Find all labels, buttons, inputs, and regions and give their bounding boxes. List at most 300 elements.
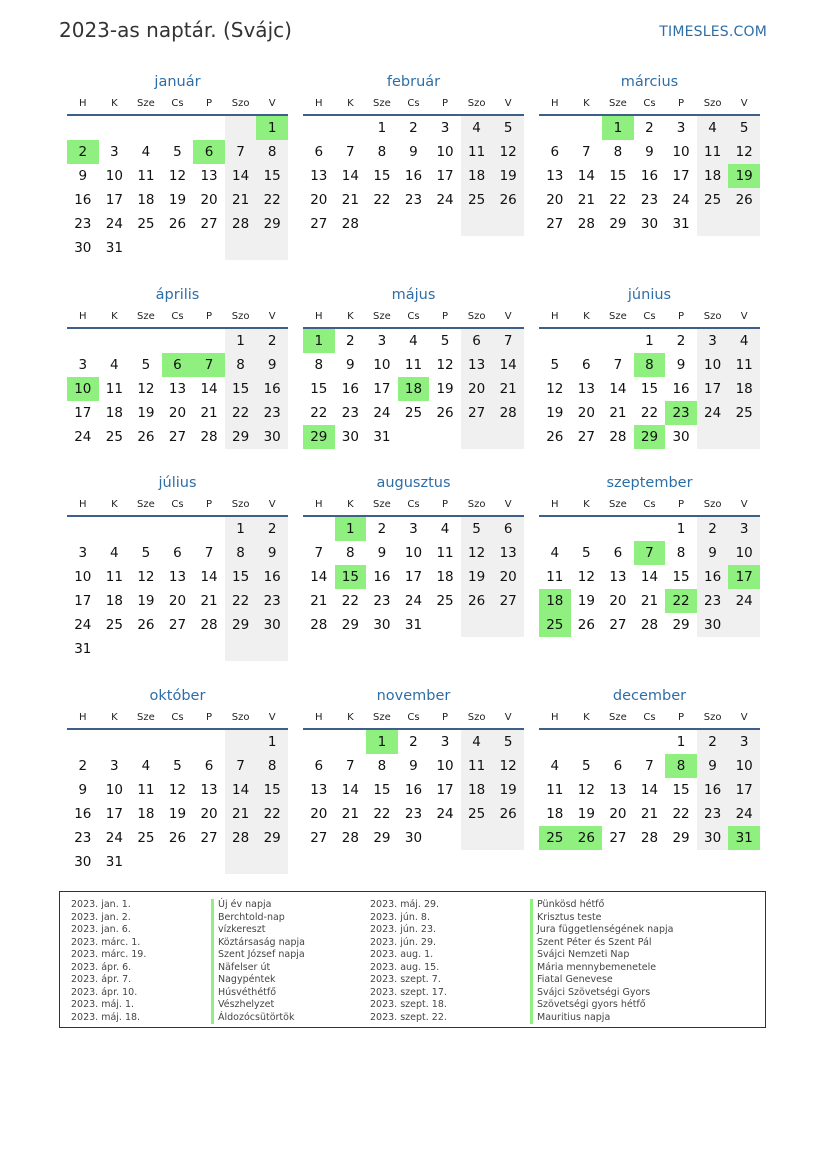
day-cell: 29 bbox=[303, 425, 335, 449]
day-cell: 10 bbox=[436, 758, 454, 774]
week-row bbox=[303, 353, 524, 377]
day-cell: 29 bbox=[256, 826, 288, 850]
day-cell: 23 bbox=[404, 192, 423, 208]
week-row bbox=[303, 517, 524, 541]
day-cell: 8 bbox=[346, 545, 355, 561]
empty-cell bbox=[303, 517, 335, 541]
week-row bbox=[303, 188, 524, 212]
week-row bbox=[539, 353, 760, 377]
day-cell: 12 bbox=[168, 782, 187, 798]
day-cell: 1 bbox=[602, 116, 634, 140]
day-cell: 14 bbox=[225, 778, 257, 802]
day-cell: 30 bbox=[256, 613, 288, 637]
day-cell: 21 bbox=[640, 593, 659, 609]
week-row bbox=[67, 802, 288, 826]
weekday-label: V bbox=[504, 98, 512, 109]
day-cell: 26 bbox=[492, 802, 524, 826]
weekday-label: Cs bbox=[643, 712, 656, 723]
day-cell: 3 bbox=[78, 357, 88, 373]
month-name: augusztus bbox=[376, 475, 451, 491]
day-cell: 9 bbox=[256, 353, 288, 377]
weekday-label: Sze bbox=[373, 311, 391, 322]
day-cell: 19 bbox=[492, 164, 524, 188]
empty-cell bbox=[303, 730, 335, 754]
day-cell: 17 bbox=[697, 377, 729, 401]
month-name: március bbox=[620, 74, 679, 90]
weekday-label: Szo bbox=[703, 98, 722, 109]
day-cell: 17 bbox=[74, 405, 92, 421]
day-cell: 7 bbox=[225, 754, 257, 778]
month-name: május bbox=[391, 287, 436, 303]
day-cell: 28 bbox=[609, 429, 627, 445]
day-cell: 22 bbox=[609, 192, 627, 208]
day-cell: 25 bbox=[539, 826, 571, 850]
day-cell: 5 bbox=[728, 116, 760, 140]
month-name: október bbox=[149, 688, 206, 704]
weekday-label: V bbox=[268, 499, 276, 510]
day-cell: 17 bbox=[105, 192, 123, 208]
week-row bbox=[539, 188, 760, 212]
weekday-label: K bbox=[583, 499, 590, 510]
empty-cell bbox=[193, 850, 225, 874]
day-cell: 7 bbox=[492, 329, 524, 353]
day-cell: 12 bbox=[137, 569, 155, 585]
week-row bbox=[67, 589, 288, 613]
weekday-label: Cs bbox=[407, 712, 420, 723]
week-row bbox=[67, 850, 288, 874]
weekday-label: P bbox=[678, 499, 685, 510]
day-cell: 2 bbox=[377, 521, 387, 537]
day-cell: 25 bbox=[137, 216, 155, 232]
day-cell: 28 bbox=[225, 212, 257, 236]
day-cell: 15 bbox=[256, 778, 288, 802]
day-cell: 13 bbox=[461, 353, 493, 377]
weekday-label: P bbox=[206, 311, 213, 322]
empty-cell bbox=[398, 425, 430, 449]
week-row bbox=[303, 826, 524, 850]
day-cell: 27 bbox=[168, 617, 187, 633]
weekday-label: Szo bbox=[231, 98, 250, 109]
empty-cell bbox=[492, 425, 524, 449]
empty-cell bbox=[162, 730, 194, 754]
day-cell: 30 bbox=[672, 429, 690, 445]
holiday-name: Húsvéthétfő bbox=[211, 987, 305, 1000]
weekday-label: Szo bbox=[467, 712, 486, 723]
day-cell: 27 bbox=[546, 216, 564, 232]
day-cell: 18 bbox=[461, 778, 493, 802]
day-cell: 25 bbox=[539, 613, 571, 637]
week-row bbox=[67, 236, 288, 260]
week-row bbox=[67, 116, 288, 140]
day-cell: 19 bbox=[546, 405, 564, 421]
empty-cell bbox=[366, 212, 398, 236]
weekday-label: K bbox=[111, 311, 118, 322]
week-row bbox=[67, 754, 288, 778]
day-cell: 11 bbox=[105, 381, 123, 397]
empty-cell bbox=[193, 637, 225, 661]
week-row bbox=[303, 116, 524, 140]
day-cell: 11 bbox=[546, 569, 564, 585]
day-cell: 6 bbox=[582, 357, 591, 373]
day-cell: 28 bbox=[492, 401, 524, 425]
weekday-label: Cs bbox=[407, 311, 420, 322]
holiday-date: 2023. ápr. 6. bbox=[71, 961, 132, 973]
day-cell: 27 bbox=[200, 830, 218, 846]
day-cell: 8 bbox=[613, 144, 623, 160]
week-row bbox=[539, 565, 760, 589]
day-cell: 6 bbox=[162, 353, 194, 377]
weekday-label: H bbox=[79, 499, 87, 510]
weekday-label: Sze bbox=[609, 311, 627, 322]
month-1 bbox=[67, 70, 288, 260]
empty-cell bbox=[429, 826, 461, 850]
day-cell: 3 bbox=[377, 333, 387, 349]
day-cell: 7 bbox=[645, 758, 654, 774]
day-cell: 9 bbox=[697, 541, 729, 565]
day-cell: 14 bbox=[310, 569, 328, 585]
empty-cell bbox=[67, 116, 99, 140]
day-cell: 6 bbox=[492, 517, 524, 541]
day-cell: 29 bbox=[634, 425, 666, 449]
day-cell: 3 bbox=[110, 144, 119, 160]
day-cell: 10 bbox=[404, 545, 423, 561]
week-row bbox=[303, 778, 524, 802]
week-row bbox=[539, 116, 760, 140]
day-cell: 26 bbox=[571, 826, 603, 850]
day-cell: 17 bbox=[436, 168, 454, 184]
day-cell: 11 bbox=[436, 545, 454, 561]
day-cell: 15 bbox=[310, 381, 328, 397]
legend-names-right bbox=[530, 899, 673, 1024]
day-cell: 1 bbox=[676, 734, 686, 750]
day-cell: 8 bbox=[256, 754, 288, 778]
day-cell: 27 bbox=[577, 429, 595, 445]
weekday-label: P bbox=[678, 311, 685, 322]
day-cell: 1 bbox=[303, 329, 335, 353]
day-cell: 14 bbox=[577, 168, 595, 184]
empty-cell bbox=[335, 730, 367, 754]
day-cell: 9 bbox=[256, 541, 288, 565]
weekday-label: Sze bbox=[373, 98, 391, 109]
day-cell: 18 bbox=[436, 569, 454, 585]
day-cell: 12 bbox=[137, 381, 155, 397]
day-cell: 26 bbox=[137, 429, 155, 445]
empty-cell bbox=[728, 425, 760, 449]
day-cell: 26 bbox=[577, 617, 595, 633]
day-cell: 1 bbox=[676, 521, 686, 537]
weekday-label: H bbox=[79, 311, 87, 322]
day-cell: 20 bbox=[609, 806, 627, 822]
day-cell: 29 bbox=[609, 216, 627, 232]
day-cell: 19 bbox=[137, 405, 155, 421]
weekday-label: V bbox=[268, 98, 276, 109]
empty-cell bbox=[130, 236, 162, 260]
week-row bbox=[539, 826, 760, 850]
day-cell: 26 bbox=[728, 188, 760, 212]
day-cell: 23 bbox=[373, 593, 391, 609]
weekday-header bbox=[303, 94, 524, 116]
holiday-date: 2023. jún. 29. bbox=[370, 936, 437, 948]
day-cell: 16 bbox=[697, 565, 729, 589]
day-cell: 22 bbox=[310, 405, 328, 421]
day-cell: 13 bbox=[609, 782, 627, 798]
day-cell: 30 bbox=[74, 854, 92, 870]
day-cell: 15 bbox=[672, 569, 690, 585]
month-name: július bbox=[158, 475, 197, 491]
week-row bbox=[539, 730, 760, 754]
site-link[interactable]: TIMESLES.COM bbox=[659, 24, 767, 40]
day-cell: 30 bbox=[697, 613, 729, 637]
month-name: november bbox=[376, 688, 451, 704]
holiday-name: Mauritius napja bbox=[530, 1012, 673, 1025]
weekday-header bbox=[539, 495, 760, 517]
day-cell: 10 bbox=[67, 377, 99, 401]
week-row bbox=[67, 637, 288, 661]
week-row bbox=[539, 613, 760, 637]
empty-cell bbox=[162, 517, 194, 541]
day-cell: 21 bbox=[200, 405, 218, 421]
day-cell: 31 bbox=[74, 641, 92, 657]
day-cell: 19 bbox=[137, 593, 155, 609]
holiday-date: 2023. szept. 18. bbox=[370, 999, 447, 1010]
day-cell: 4 bbox=[550, 545, 560, 561]
week-row bbox=[303, 140, 524, 164]
day-cell: 16 bbox=[341, 381, 359, 397]
day-cell: 5 bbox=[582, 545, 591, 561]
empty-cell bbox=[728, 613, 760, 637]
day-cell: 24 bbox=[74, 617, 92, 633]
weekday-header bbox=[303, 307, 524, 329]
day-cell: 22 bbox=[341, 593, 359, 609]
day-cell: 25 bbox=[137, 830, 155, 846]
day-cell: 28 bbox=[640, 617, 659, 633]
day-cell: 10 bbox=[728, 541, 760, 565]
empty-cell bbox=[225, 116, 257, 140]
day-cell: 16 bbox=[404, 168, 423, 184]
week-row bbox=[303, 212, 524, 236]
weekday-label: V bbox=[504, 712, 512, 723]
empty-cell bbox=[99, 517, 131, 541]
day-cell: 22 bbox=[225, 401, 257, 425]
weekday-label: Sze bbox=[609, 98, 627, 109]
month-11 bbox=[303, 684, 524, 850]
day-cell: 16 bbox=[697, 778, 729, 802]
day-cell: 12 bbox=[577, 569, 595, 585]
weekday-label: Sze bbox=[373, 499, 391, 510]
holiday-name: Fiatal Genevese bbox=[530, 974, 673, 987]
page-title: 2023-as naptár. (Svájc) bbox=[59, 18, 292, 42]
day-cell: 20 bbox=[168, 405, 187, 421]
day-cell: 9 bbox=[676, 357, 686, 373]
month-3 bbox=[539, 70, 760, 236]
day-cell: 20 bbox=[609, 593, 627, 609]
holiday-date: 2023. jan. 1. bbox=[71, 899, 131, 910]
day-cell: 22 bbox=[256, 188, 288, 212]
day-cell: 18 bbox=[697, 164, 729, 188]
day-cell: 21 bbox=[577, 192, 595, 208]
legend-names-left bbox=[211, 899, 305, 1024]
day-cell: 6 bbox=[204, 758, 214, 774]
day-cell: 5 bbox=[440, 333, 450, 349]
weekday-label: Sze bbox=[137, 712, 155, 723]
day-cell: 14 bbox=[492, 353, 524, 377]
day-cell: 26 bbox=[436, 405, 454, 421]
day-cell: 11 bbox=[461, 754, 493, 778]
month-name: december bbox=[612, 688, 687, 704]
day-cell: 7 bbox=[346, 144, 355, 160]
day-cell: 1 bbox=[225, 517, 257, 541]
day-cell: 11 bbox=[697, 140, 729, 164]
day-cell: 8 bbox=[225, 353, 257, 377]
weekday-label: V bbox=[268, 311, 276, 322]
week-row bbox=[303, 730, 524, 754]
day-cell: 10 bbox=[74, 569, 92, 585]
day-cell: 20 bbox=[492, 565, 524, 589]
day-cell: 4 bbox=[409, 333, 418, 349]
day-cell: 22 bbox=[256, 802, 288, 826]
empty-cell bbox=[162, 116, 194, 140]
day-cell: 21 bbox=[225, 188, 257, 212]
day-cell: 27 bbox=[200, 216, 218, 232]
day-cell: 1 bbox=[335, 517, 367, 541]
day-cell: 10 bbox=[373, 357, 391, 373]
day-cell: 29 bbox=[672, 830, 690, 846]
day-cell: 28 bbox=[341, 216, 359, 232]
weekday-header bbox=[303, 708, 524, 730]
day-cell: 15 bbox=[373, 168, 391, 184]
day-cell: 14 bbox=[341, 168, 359, 184]
day-cell: 25 bbox=[404, 405, 423, 421]
day-cell: 24 bbox=[728, 589, 760, 613]
weekday-header bbox=[303, 495, 524, 517]
day-cell: 18 bbox=[546, 806, 564, 822]
day-cell: 6 bbox=[193, 140, 225, 164]
day-cell: 1 bbox=[377, 120, 387, 136]
month-name: szeptember bbox=[606, 475, 693, 491]
week-row bbox=[67, 778, 288, 802]
day-cell: 21 bbox=[341, 806, 359, 822]
day-cell: 12 bbox=[728, 140, 760, 164]
holiday-date: 2023. máj. 29. bbox=[370, 899, 440, 910]
empty-cell bbox=[225, 236, 257, 260]
day-cell: 12 bbox=[168, 168, 187, 184]
day-cell: 4 bbox=[461, 116, 493, 140]
day-cell: 18 bbox=[728, 377, 760, 401]
day-cell: 2 bbox=[256, 329, 288, 353]
weekday-header bbox=[539, 94, 760, 116]
day-cell: 26 bbox=[461, 589, 493, 613]
day-cell: 22 bbox=[225, 589, 257, 613]
day-cell: 24 bbox=[74, 429, 92, 445]
month-name: június bbox=[627, 287, 672, 303]
holiday-date: 2023. jan. 6. bbox=[71, 924, 131, 935]
day-cell: 29 bbox=[341, 617, 359, 633]
day-cell: 4 bbox=[110, 357, 119, 373]
empty-cell bbox=[99, 116, 131, 140]
day-cell: 18 bbox=[398, 377, 430, 401]
day-cell: 18 bbox=[539, 589, 571, 613]
weekday-label: H bbox=[315, 712, 323, 723]
day-cell: 31 bbox=[672, 216, 690, 232]
day-cell: 15 bbox=[225, 565, 257, 589]
day-cell: 27 bbox=[168, 429, 187, 445]
day-cell: 19 bbox=[461, 565, 493, 589]
week-row bbox=[67, 164, 288, 188]
day-cell: 10 bbox=[105, 168, 123, 184]
day-cell: 9 bbox=[78, 168, 88, 184]
day-cell: 14 bbox=[200, 381, 218, 397]
weekday-label: V bbox=[740, 499, 748, 510]
day-cell: 29 bbox=[225, 613, 257, 637]
day-cell: 19 bbox=[168, 192, 187, 208]
day-cell: 3 bbox=[728, 517, 760, 541]
day-cell: 21 bbox=[310, 593, 328, 609]
day-cell: 26 bbox=[168, 830, 187, 846]
month-12 bbox=[539, 684, 760, 850]
day-cell: 5 bbox=[582, 758, 591, 774]
day-cell: 3 bbox=[728, 730, 760, 754]
day-cell: 24 bbox=[728, 802, 760, 826]
week-row bbox=[67, 353, 288, 377]
day-cell: 21 bbox=[200, 593, 218, 609]
holiday-date: 2023. szept. 7. bbox=[370, 974, 441, 985]
day-cell: 29 bbox=[373, 830, 391, 846]
week-row bbox=[303, 802, 524, 826]
day-cell: 23 bbox=[404, 806, 423, 822]
day-cell: 25 bbox=[697, 188, 729, 212]
empty-cell bbox=[225, 637, 257, 661]
day-cell: 22 bbox=[373, 806, 391, 822]
day-cell: 18 bbox=[105, 593, 123, 609]
day-cell: 15 bbox=[672, 782, 690, 798]
day-cell: 13 bbox=[168, 569, 187, 585]
week-row bbox=[303, 329, 524, 353]
day-cell: 8 bbox=[676, 545, 686, 561]
day-cell: 17 bbox=[373, 381, 391, 397]
day-cell: 5 bbox=[173, 144, 182, 160]
weekday-label: K bbox=[583, 311, 590, 322]
day-cell: 5 bbox=[141, 545, 151, 561]
day-cell: 23 bbox=[256, 589, 288, 613]
empty-cell bbox=[602, 517, 634, 541]
day-cell: 28 bbox=[310, 617, 328, 633]
weekday-label: K bbox=[347, 311, 354, 322]
day-cell: 9 bbox=[645, 144, 654, 160]
empty-cell bbox=[162, 637, 194, 661]
day-cell: 30 bbox=[404, 830, 423, 846]
weekday-label: V bbox=[740, 98, 748, 109]
empty-cell bbox=[162, 236, 194, 260]
day-cell: 23 bbox=[665, 401, 697, 425]
day-cell: 31 bbox=[373, 429, 391, 445]
day-cell: 27 bbox=[310, 216, 328, 232]
day-cell: 8 bbox=[377, 758, 387, 774]
day-cell: 19 bbox=[577, 593, 595, 609]
day-cell: 19 bbox=[577, 806, 595, 822]
day-cell: 2 bbox=[409, 120, 418, 136]
day-cell: 17 bbox=[74, 593, 92, 609]
day-cell: 15 bbox=[335, 565, 367, 589]
day-cell: 24 bbox=[697, 401, 729, 425]
day-cell: 5 bbox=[461, 517, 493, 541]
day-cell: 7 bbox=[346, 758, 355, 774]
weekday-label: Cs bbox=[171, 712, 184, 723]
day-cell: 15 bbox=[225, 377, 257, 401]
holiday-name: Pünkösd hétfő bbox=[530, 899, 673, 912]
day-cell: 4 bbox=[141, 758, 151, 774]
week-row bbox=[539, 329, 760, 353]
empty-cell bbox=[130, 517, 162, 541]
